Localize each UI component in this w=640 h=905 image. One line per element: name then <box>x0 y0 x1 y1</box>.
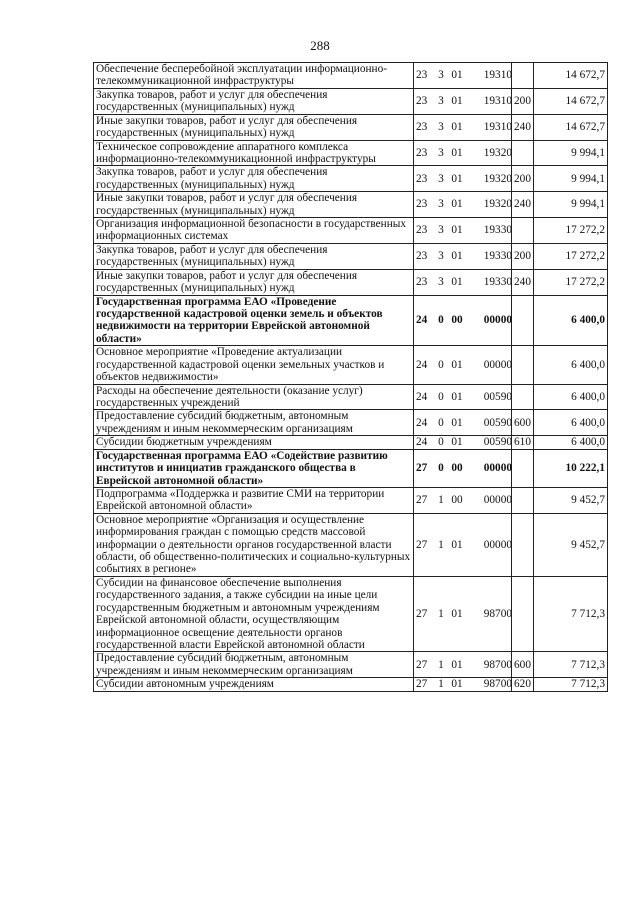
code-program: 24 <box>416 416 428 429</box>
table-row <box>94 218 608 244</box>
code-program: 23 <box>416 250 428 263</box>
code-event: 01 <box>451 658 463 671</box>
code-direction: 00000 <box>483 462 512 475</box>
row-amount: 9 452,7 <box>534 487 608 513</box>
code-subprogram: 3 <box>438 250 444 263</box>
code-direction: 19310 <box>483 69 512 82</box>
row-expense-type: 240 <box>512 114 534 140</box>
row-code <box>414 410 512 436</box>
row-amount: 7 712,3 <box>534 678 608 691</box>
code-subprogram: 3 <box>438 198 444 211</box>
code-event: 01 <box>451 416 463 429</box>
code-direction: 00590 <box>483 436 512 449</box>
table-row <box>94 243 608 269</box>
row-amount: 7 712,3 <box>534 576 608 652</box>
code-direction: 00000 <box>483 358 512 371</box>
code-program: 27 <box>416 538 428 551</box>
row-name: Иные закупки товаров, работ и услуг для обеспечения государственных (муниципальных) нужд <box>94 114 414 140</box>
row-expense-type: 240 <box>512 192 534 218</box>
code-event: 01 <box>451 358 463 371</box>
budget-table-body <box>94 63 608 692</box>
code-event: 01 <box>451 678 463 691</box>
row-amount: 6 400,0 <box>534 295 608 346</box>
code-program: 24 <box>416 436 428 449</box>
code-subprogram: 1 <box>438 607 444 620</box>
row-amount: 17 272,2 <box>534 218 608 244</box>
row-code <box>414 88 512 114</box>
row-name: Субсидии на финансовое обеспечение выполнения государственного задания, а также субсидии на иные цели государственным бюджетным и автономным учреждениям Еврейской автономной области, осуществляющим информационное освещение деятельности органов государственной власти Еврейской автономной области <box>94 576 414 652</box>
row-code <box>414 678 512 691</box>
code-direction: 19330 <box>483 250 512 263</box>
table-row <box>94 449 608 487</box>
budget-table <box>93 62 608 692</box>
code-event: 00 <box>451 462 463 475</box>
row-code <box>414 652 512 678</box>
row-amount: 10 222,1 <box>534 449 608 487</box>
row-expense-type <box>512 576 534 652</box>
table-row <box>94 140 608 166</box>
row-expense-type <box>512 449 534 487</box>
code-subprogram: 3 <box>438 95 444 108</box>
row-amount: 9 994,1 <box>534 140 608 166</box>
row-code <box>414 140 512 166</box>
row-code <box>414 166 512 192</box>
row-name: Обеспечение бесперебойной эксплуатации информационно-телекоммуникационной инфраструктуры <box>94 63 414 89</box>
page-number: 288 <box>310 38 330 53</box>
code-program: 24 <box>416 358 428 371</box>
row-name: Закупка товаров, работ и услуг для обеспечения государственных (муниципальных) нужд <box>94 243 414 269</box>
row-amount: 6 400,0 <box>534 346 608 384</box>
row-expense-type <box>512 487 534 513</box>
code-event: 01 <box>451 275 463 288</box>
row-name: Иные закупки товаров, работ и услуг для обеспечения государственных (муниципальных) нужд <box>94 269 414 295</box>
row-name: Иные закупки товаров, работ и услуг для обеспечения государственных (муниципальных) нужд <box>94 192 414 218</box>
code-program: 27 <box>416 607 428 620</box>
code-event: 01 <box>451 250 463 263</box>
code-program: 23 <box>416 172 428 185</box>
code-direction: 98700 <box>483 607 512 620</box>
code-subprogram: 1 <box>438 538 444 551</box>
table-row <box>94 576 608 652</box>
code-event: 01 <box>451 120 463 133</box>
code-direction: 19320 <box>483 146 512 159</box>
row-amount: 6 400,0 <box>534 436 608 449</box>
table-row <box>94 114 608 140</box>
table-row <box>94 384 608 410</box>
table-row <box>94 410 608 436</box>
row-expense-type <box>512 513 534 576</box>
row-code <box>414 295 512 346</box>
table-row <box>94 295 608 346</box>
code-direction: 19310 <box>483 95 512 108</box>
row-amount: 9 452,7 <box>534 513 608 576</box>
row-expense-type <box>512 384 534 410</box>
row-name: Предоставление субсидий бюджетным, автономным учреждениям и иным некоммерческим организациям <box>94 652 414 678</box>
row-name: Основное мероприятие «Организация и осуществление информирования граждан с помощью средств массовой информации о деятельности органов государственной власти области, об общественно-политических и социально-культурных событиях в регионе» <box>94 513 414 576</box>
row-name: Техническое сопровождение аппаратного комплекса информационно-телекоммуникационной инфраструктуры <box>94 140 414 166</box>
code-event: 01 <box>451 390 463 403</box>
table-row <box>94 487 608 513</box>
code-direction: 98700 <box>483 678 512 691</box>
row-expense-type: 240 <box>512 269 534 295</box>
code-event: 01 <box>451 607 463 620</box>
table-row <box>94 88 608 114</box>
row-name: Закупка товаров, работ и услуг для обеспечения государственных (муниципальных) нужд <box>94 166 414 192</box>
code-program: 24 <box>416 390 428 403</box>
row-amount: 14 672,7 <box>534 114 608 140</box>
row-expense-type <box>512 218 534 244</box>
code-direction: 00590 <box>483 390 512 403</box>
code-program: 23 <box>416 198 428 211</box>
table-row <box>94 436 608 449</box>
code-program: 24 <box>416 314 428 327</box>
row-code <box>414 114 512 140</box>
row-amount: 6 400,0 <box>534 384 608 410</box>
code-direction: 00000 <box>483 494 512 507</box>
row-code <box>414 63 512 89</box>
table-row <box>94 513 608 576</box>
row-code <box>414 576 512 652</box>
code-subprogram: 0 <box>438 462 444 475</box>
code-subprogram: 0 <box>438 314 444 327</box>
code-program: 23 <box>416 275 428 288</box>
row-code <box>414 436 512 449</box>
code-event: 00 <box>451 494 463 507</box>
table-row <box>94 652 608 678</box>
table-row <box>94 678 608 691</box>
code-subprogram: 3 <box>438 275 444 288</box>
row-name: Закупка товаров, работ и услуг для обеспечения государственных (муниципальных) нужд <box>94 88 414 114</box>
row-code <box>414 487 512 513</box>
table-row <box>94 166 608 192</box>
row-code <box>414 449 512 487</box>
row-name: Государственная программа ЕАО «Содействие развитию институтов и инициатив гражданского общества в Еврейской автономной области» <box>94 449 414 487</box>
row-name: Субсидии бюджетным учреждениям <box>94 436 414 449</box>
code-direction: 00590 <box>483 416 512 429</box>
row-amount: 6 400,0 <box>534 410 608 436</box>
row-expense-type <box>512 63 534 89</box>
row-name: Предоставление субсидий бюджетным, автономным учреждениям и иным некоммерческим организациям <box>94 410 414 436</box>
row-code <box>414 513 512 576</box>
code-subprogram: 3 <box>438 224 444 237</box>
row-amount: 14 672,7 <box>534 63 608 89</box>
row-name: Подпрограмма «Поддержка и развитие СМИ на территории Еврейской автономной области» <box>94 487 414 513</box>
code-event: 01 <box>451 95 463 108</box>
code-event: 01 <box>451 69 463 82</box>
row-code <box>414 346 512 384</box>
code-direction: 19320 <box>483 172 512 185</box>
code-event: 01 <box>451 224 463 237</box>
code-program: 23 <box>416 146 428 159</box>
code-subprogram: 1 <box>438 658 444 671</box>
code-direction: 98700 <box>483 658 512 671</box>
code-program: 23 <box>416 95 428 108</box>
row-expense-type: 200 <box>512 166 534 192</box>
code-subprogram: 1 <box>438 494 444 507</box>
code-event: 01 <box>451 146 463 159</box>
row-amount: 9 994,1 <box>534 166 608 192</box>
row-amount: 17 272,2 <box>534 269 608 295</box>
row-amount: 14 672,7 <box>534 88 608 114</box>
row-code <box>414 384 512 410</box>
code-direction: 19310 <box>483 120 512 133</box>
table-row <box>94 63 608 89</box>
table-row <box>94 346 608 384</box>
row-name: Субсидии автономным учреждениям <box>94 678 414 691</box>
code-program: 23 <box>416 120 428 133</box>
row-expense-type: 610 <box>512 436 534 449</box>
code-direction: 19320 <box>483 198 512 211</box>
code-program: 23 <box>416 69 428 82</box>
table-row <box>94 269 608 295</box>
row-expense-type: 200 <box>512 88 534 114</box>
code-direction: 19330 <box>483 275 512 288</box>
row-code <box>414 269 512 295</box>
row-name: Организация информационной безопасности в государственных информационных системах <box>94 218 414 244</box>
code-direction: 00000 <box>483 538 512 551</box>
code-subprogram: 0 <box>438 416 444 429</box>
code-program: 27 <box>416 678 428 691</box>
row-amount: 9 994,1 <box>534 192 608 218</box>
table-row <box>94 192 608 218</box>
row-code <box>414 192 512 218</box>
code-subprogram: 3 <box>438 172 444 185</box>
row-name: Государственная программа ЕАО «Проведение государственной кадастровой оценки земель и объектов недвижимости на территории Еврейской автономной области» <box>94 295 414 346</box>
row-expense-type <box>512 295 534 346</box>
row-expense-type: 200 <box>512 243 534 269</box>
code-subprogram: 3 <box>438 146 444 159</box>
code-subprogram: 0 <box>438 358 444 371</box>
code-direction: 19330 <box>483 224 512 237</box>
code-direction: 00000 <box>483 314 512 327</box>
code-event: 00 <box>451 314 463 327</box>
code-program: 27 <box>416 494 428 507</box>
code-subprogram: 0 <box>438 436 444 449</box>
row-expense-type: 600 <box>512 410 534 436</box>
row-amount: 7 712,3 <box>534 652 608 678</box>
code-event: 01 <box>451 538 463 551</box>
code-event: 01 <box>451 172 463 185</box>
row-name: Расходы на обеспечение деятельности (оказание услуг) государственных учреждений <box>94 384 414 410</box>
row-expense-type: 620 <box>512 678 534 691</box>
code-program: 27 <box>416 658 428 671</box>
row-expense-type: 600 <box>512 652 534 678</box>
code-subprogram: 3 <box>438 69 444 82</box>
row-name: Основное мероприятие «Проведение актуализации государственной кадастровой оценки земельных участков и объектов недвижимости» <box>94 346 414 384</box>
code-program: 23 <box>416 224 428 237</box>
code-event: 01 <box>451 198 463 211</box>
row-code <box>414 218 512 244</box>
code-subprogram: 0 <box>438 390 444 403</box>
row-expense-type <box>512 346 534 384</box>
code-subprogram: 1 <box>438 678 444 691</box>
code-program: 27 <box>416 462 428 475</box>
row-code <box>414 243 512 269</box>
row-amount: 17 272,2 <box>534 243 608 269</box>
code-subprogram: 3 <box>438 120 444 133</box>
row-expense-type <box>512 140 534 166</box>
code-event: 01 <box>451 436 463 449</box>
